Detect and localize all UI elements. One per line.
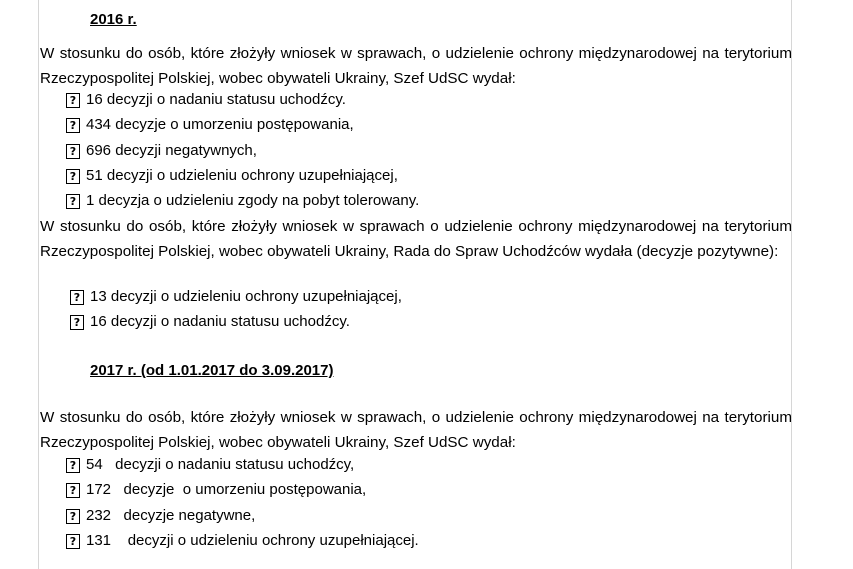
section-heading-2017: 2017 r. (od 1.01.2017 do 3.09.2017) (90, 362, 334, 379)
list-item-text: 13 decyzji o udzieleniu ochrony uzupełniającej, (90, 288, 402, 305)
placeholder-box-icon: ? (66, 93, 80, 108)
placeholder-box-icon: ? (66, 458, 80, 473)
placeholder-box-icon: ? (66, 194, 80, 209)
list-item (66, 481, 366, 499)
section-heading-2016: 2016 r. (90, 11, 137, 28)
list-item-text: 172 decyzje o umorzeniu postępowania, (86, 481, 367, 498)
placeholder-box-icon: ? (66, 509, 80, 524)
list-item (66, 192, 419, 210)
placeholder-box-icon: ? (70, 315, 84, 330)
list-item (66, 507, 255, 525)
list-item-text: 232 decyzje negatywne, (86, 507, 256, 524)
list-item (66, 456, 354, 474)
list-item (66, 167, 398, 185)
placeholder-box-icon: ? (70, 290, 84, 305)
list-item (66, 91, 346, 109)
placeholder-box-icon: ? (66, 534, 80, 549)
paragraph-rada-2016: W stosunku do osób, które złożyły wniosek w sprawach o udzielenie ochrony międzynarodowej na terytorium Rzeczypospolitej Polskiej, wobec obywateli Ukrainy, Rada do Spraw Uchodźców wydała (decyzje pozytywne): (40, 218, 792, 260)
list-item-text: 16 decyzji o nadaniu statusu uchodźcy. (86, 91, 346, 108)
list-item-text: 131 decyzji o udzieleniu ochrony uzupełniającej. (86, 532, 419, 549)
list-item-text: 434 decyzje o umorzeniu postępowania, (86, 116, 354, 133)
list-item-text: 696 decyzji negatywnych, (86, 142, 257, 159)
paragraph-udsc-2017: W stosunku do osób, które złożyły wniosek w sprawach, o udzielenie ochrony międzynarodowej na terytorium Rzeczypospolitej Polskiej, wobec obywateli Ukrainy, Szef UdSC wydał: (40, 409, 792, 451)
paragraph-udsc-2016: W stosunku do osób, które złożyły wniosek w sprawach, o udzielenie ochrony międzynarodowej na terytorium Rzeczypospolitej Polskiej, wobec obywateli Ukrainy, Szef UdSC wydał: (40, 45, 792, 87)
list-item (70, 313, 350, 331)
placeholder-box-icon: ? (66, 169, 80, 184)
list-item-text: 1 decyzja o udzieleniu zgody na pobyt tolerowany. (86, 192, 420, 209)
list-item (66, 142, 257, 160)
placeholder-box-icon: ? (66, 144, 80, 159)
placeholder-box-icon: ? (66, 118, 80, 133)
list-item-text: 54 decyzji o nadaniu statusu uchodźcy, (86, 456, 355, 473)
list-item (66, 116, 354, 134)
list-item (70, 288, 402, 306)
list-item-text: 16 decyzji o nadaniu statusu uchodźcy. (90, 313, 350, 330)
list-item (66, 532, 419, 550)
placeholder-box-icon: ? (66, 483, 80, 498)
list-item-text: 51 decyzji o udzieleniu ochrony uzupełniającej, (86, 167, 398, 184)
